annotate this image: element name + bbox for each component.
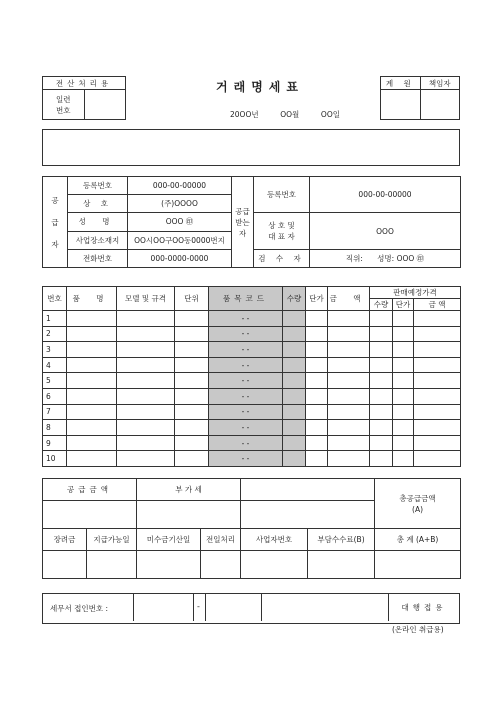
approval-clerk-sign[interactable] <box>381 90 421 120</box>
online-note: (온라인 취급용) <box>392 625 444 634</box>
supply-amount-field[interactable] <box>43 501 137 529</box>
model-cell[interactable] <box>117 342 175 358</box>
price-cell[interactable] <box>306 311 328 327</box>
amount-cell[interactable] <box>328 342 370 358</box>
col-header-price: 단가 <box>306 287 328 311</box>
vat-label: 부 가 세 <box>137 479 241 501</box>
price-cell[interactable] <box>306 326 328 342</box>
fee-label: 부담수수료(B) <box>308 529 375 551</box>
qty-cell[interactable] <box>283 404 306 420</box>
item-code-cell[interactable]: - - <box>209 451 283 467</box>
col-header-amount: 금 액 <box>328 287 370 311</box>
planned-amount-cell[interactable] <box>414 404 461 420</box>
amount-cell[interactable] <box>328 435 370 451</box>
planned-qty-cell[interactable] <box>370 311 393 327</box>
date-month: OO월 <box>280 110 300 119</box>
qty-cell[interactable] <box>283 420 306 436</box>
receiver-name-value: OOO <box>310 213 461 249</box>
supplier-address-value: OO시OO구OO동0000번지 <box>128 231 232 249</box>
receivable-start-field[interactable] <box>137 551 201 579</box>
col-header-planned-qty: 수량 <box>370 299 393 311</box>
receiver-side-label: 공급 받는 자 <box>232 177 254 268</box>
blank-header-cell <box>241 479 375 501</box>
item-name-cell[interactable] <box>67 388 117 404</box>
table-row <box>43 420 461 436</box>
item-name-cell[interactable] <box>67 451 117 467</box>
page-title: 거래명세표 <box>216 80 304 94</box>
inspector-name-sign: 성명: OOO ㊞ <box>377 253 425 263</box>
price-cell[interactable] <box>306 451 328 467</box>
agent-use-button[interactable]: 대행접용 <box>388 594 459 621</box>
receiver-name-label: 상 호 및 대 표 자 <box>254 213 310 249</box>
tax-office-field-2[interactable] <box>205 594 262 621</box>
planned-price-cell[interactable] <box>393 388 414 404</box>
prior-processing-field[interactable] <box>201 551 241 579</box>
tax-office-dash: - <box>197 602 200 611</box>
amount-cell[interactable] <box>328 420 370 436</box>
tax-office-field-1[interactable] <box>133 594 194 621</box>
unit-cell[interactable] <box>175 326 209 342</box>
planned-price-cell[interactable] <box>393 435 414 451</box>
item-code-cell[interactable]: - - <box>209 326 283 342</box>
qty-cell[interactable] <box>283 435 306 451</box>
planned-amount-cell[interactable] <box>414 326 461 342</box>
amount-cell[interactable] <box>328 388 370 404</box>
model-cell[interactable] <box>117 388 175 404</box>
supplier-rep-value: OOO ㊞ <box>128 213 232 231</box>
item-name-cell[interactable] <box>67 435 117 451</box>
amount-cell[interactable] <box>328 357 370 373</box>
planned-amount-cell[interactable] <box>414 373 461 389</box>
planned-qty-cell[interactable] <box>370 373 393 389</box>
inspector-position: 직위: <box>345 253 363 263</box>
serial-label-1: 일련 <box>56 94 71 104</box>
row-number: 9 <box>43 435 67 451</box>
prior-processing-label: 전일처리 <box>201 529 241 551</box>
amount-cell[interactable] <box>328 326 370 342</box>
item-name-cell[interactable] <box>67 404 117 420</box>
tax-office-label: 세무서 접인번호 : <box>50 604 109 613</box>
price-cell[interactable] <box>306 373 328 389</box>
col-header-no: 번호 <box>43 287 67 311</box>
unit-cell[interactable] <box>175 420 209 436</box>
receivable-start-label: 미수금기산일 <box>137 529 201 551</box>
planned-qty-cell[interactable] <box>370 342 393 358</box>
item-name-cell[interactable] <box>67 357 117 373</box>
unit-cell[interactable] <box>175 404 209 420</box>
serial-label-2: 번호 <box>56 105 71 115</box>
grand-total-field[interactable] <box>375 551 461 579</box>
supplier-side-label: 공 급 자 <box>43 177 68 268</box>
planned-price-cell[interactable] <box>393 420 414 436</box>
item-name-cell[interactable] <box>67 311 117 327</box>
inspector-value <box>310 249 461 267</box>
table-row <box>43 357 461 373</box>
amount-cell[interactable] <box>328 404 370 420</box>
col-header-model: 모델 및 규격 <box>117 287 175 311</box>
receiver-reg-label: 등록번호 <box>254 177 310 213</box>
unit-cell[interactable] <box>175 342 209 358</box>
col-header-planned-amount: 금 액 <box>414 299 461 311</box>
supplier-reg-label: 등록번호 <box>68 177 128 195</box>
approval-box <box>380 76 460 120</box>
item-code-cell[interactable]: - - <box>209 435 283 451</box>
item-code-cell[interactable]: - - <box>209 311 283 327</box>
table-row <box>43 326 461 342</box>
payable-date-field[interactable] <box>87 551 137 579</box>
item-code-cell[interactable]: - - <box>209 388 283 404</box>
planned-amount-cell[interactable] <box>414 451 461 467</box>
planned-amount-cell[interactable] <box>414 342 461 358</box>
row-number: 4 <box>43 357 67 373</box>
row-number: 2 <box>43 326 67 342</box>
col-header-unit: 단위 <box>175 287 209 311</box>
unit-cell[interactable] <box>175 388 209 404</box>
supplier-name-label: 상 호 <box>68 195 128 213</box>
model-cell[interactable] <box>117 420 175 436</box>
approval-manager-label: 책임자 <box>420 77 460 90</box>
model-cell[interactable] <box>117 311 175 327</box>
row-number: 3 <box>43 342 67 358</box>
memo-box[interactable] <box>42 129 460 166</box>
price-cell[interactable] <box>306 404 328 420</box>
price-cell[interactable] <box>306 357 328 373</box>
amount-cell[interactable] <box>328 451 370 467</box>
qty-cell[interactable] <box>283 451 306 467</box>
table-row <box>43 404 461 420</box>
col-header-code: 품목코드 <box>209 287 283 311</box>
payable-date-label: 지급가능일 <box>87 529 137 551</box>
approval-manager-sign[interactable] <box>420 90 460 120</box>
item-code-cell[interactable]: - - <box>209 342 283 358</box>
planned-qty-cell[interactable] <box>370 357 393 373</box>
supplier-name-value: (주)OOOO <box>128 195 232 213</box>
grand-total-label: 총 계 (A+B) <box>375 529 461 551</box>
unit-cell[interactable] <box>175 435 209 451</box>
supplier-address-label: 사업장소재지 <box>68 231 128 249</box>
table-row <box>43 388 461 404</box>
supplier-phone-value: 000-0000-0000 <box>128 249 232 267</box>
fee-field[interactable] <box>308 551 375 579</box>
table-row <box>43 373 461 389</box>
item-code-cell[interactable]: - - <box>209 420 283 436</box>
planned-qty-cell[interactable] <box>370 404 393 420</box>
planned-price-cell[interactable] <box>393 311 414 327</box>
planned-price-cell[interactable] <box>393 357 414 373</box>
row-number: 6 <box>43 388 67 404</box>
inspector-label: 검 수 자 <box>254 249 310 267</box>
planned-price-cell[interactable] <box>393 326 414 342</box>
planned-qty-cell[interactable] <box>370 451 393 467</box>
unit-cell[interactable] <box>175 373 209 389</box>
row-number: 8 <box>43 420 67 436</box>
unit-cell[interactable] <box>175 451 209 467</box>
qty-cell[interactable] <box>283 326 306 342</box>
item-name-cell[interactable] <box>67 326 117 342</box>
table-row <box>43 451 461 467</box>
planned-price-cell[interactable] <box>393 373 414 389</box>
col-header-planned-price: 판매예정가격 <box>370 287 461 299</box>
item-code-cell[interactable]: - - <box>209 357 283 373</box>
approval-clerk-label: 계 원 <box>381 77 421 90</box>
planned-amount-cell[interactable] <box>414 435 461 451</box>
supplier-phone-label: 전화번호 <box>68 249 128 267</box>
price-cell[interactable] <box>306 342 328 358</box>
incentive-field[interactable] <box>43 551 87 579</box>
qty-cell[interactable] <box>283 388 306 404</box>
planned-amount-cell[interactable] <box>414 357 461 373</box>
planned-amount-cell[interactable] <box>414 420 461 436</box>
business-number-field[interactable] <box>241 551 308 579</box>
serial-label <box>43 90 85 120</box>
item-name-cell[interactable] <box>67 420 117 436</box>
amount-cell[interactable] <box>328 373 370 389</box>
planned-qty-cell[interactable] <box>370 388 393 404</box>
model-cell[interactable] <box>117 373 175 389</box>
col-header-qty: 수량 <box>283 287 306 311</box>
totals-table <box>42 478 461 579</box>
party-table <box>42 176 461 268</box>
processing-label: 전산처리용 <box>43 77 126 90</box>
unit-cell[interactable] <box>175 311 209 327</box>
supplier-rep-label: 성 명 <box>68 213 128 231</box>
model-cell[interactable] <box>117 326 175 342</box>
planned-price-cell[interactable] <box>393 451 414 467</box>
row-number: 7 <box>43 404 67 420</box>
model-cell[interactable] <box>117 404 175 420</box>
serial-number-field[interactable] <box>84 90 126 120</box>
row-number: 1 <box>43 311 67 327</box>
total-supply-label: 총공급금액 (A) <box>375 479 461 529</box>
table-row <box>43 311 461 327</box>
model-cell[interactable] <box>117 357 175 373</box>
model-cell[interactable] <box>117 451 175 467</box>
model-cell[interactable] <box>117 435 175 451</box>
receiver-reg-value: 000-00-00000 <box>310 177 461 213</box>
planned-qty-cell[interactable] <box>370 435 393 451</box>
qty-cell[interactable] <box>283 357 306 373</box>
table-row <box>43 435 461 451</box>
col-header-planned-price-unit: 단가 <box>393 299 414 311</box>
blank-field[interactable] <box>241 501 375 529</box>
price-cell[interactable] <box>306 388 328 404</box>
qty-cell[interactable] <box>283 373 306 389</box>
row-number: 10 <box>43 451 67 467</box>
price-cell[interactable] <box>306 420 328 436</box>
row-number: 5 <box>43 373 67 389</box>
planned-price-cell[interactable] <box>393 342 414 358</box>
col-header-item: 품 명 <box>67 287 117 311</box>
price-cell[interactable] <box>306 435 328 451</box>
planned-price-cell[interactable] <box>393 404 414 420</box>
qty-cell[interactable] <box>283 342 306 358</box>
date-year: 20OO년 <box>230 110 259 119</box>
item-code-cell[interactable]: - - <box>209 404 283 420</box>
planned-amount-cell[interactable] <box>414 311 461 327</box>
item-code-cell[interactable]: - - <box>209 373 283 389</box>
date-day: OO일 <box>320 110 340 119</box>
business-number-label: 사업자번호 <box>241 529 308 551</box>
planned-qty-cell[interactable] <box>370 420 393 436</box>
item-name-cell[interactable] <box>67 373 117 389</box>
issue-date <box>230 109 340 120</box>
item-name-cell[interactable] <box>67 342 117 358</box>
planned-qty-cell[interactable] <box>370 326 393 342</box>
supply-amount-label: 공급금액 <box>43 479 137 501</box>
items-table <box>42 286 461 467</box>
incentive-label: 장려금 <box>43 529 87 551</box>
qty-cell[interactable] <box>283 311 306 327</box>
processing-box <box>42 76 126 120</box>
amount-cell[interactable] <box>328 311 370 327</box>
supplier-reg-value: 000-00-00000 <box>128 177 232 195</box>
unit-cell[interactable] <box>175 357 209 373</box>
planned-amount-cell[interactable] <box>414 388 461 404</box>
table-row <box>43 342 461 358</box>
vat-field[interactable] <box>137 501 241 529</box>
